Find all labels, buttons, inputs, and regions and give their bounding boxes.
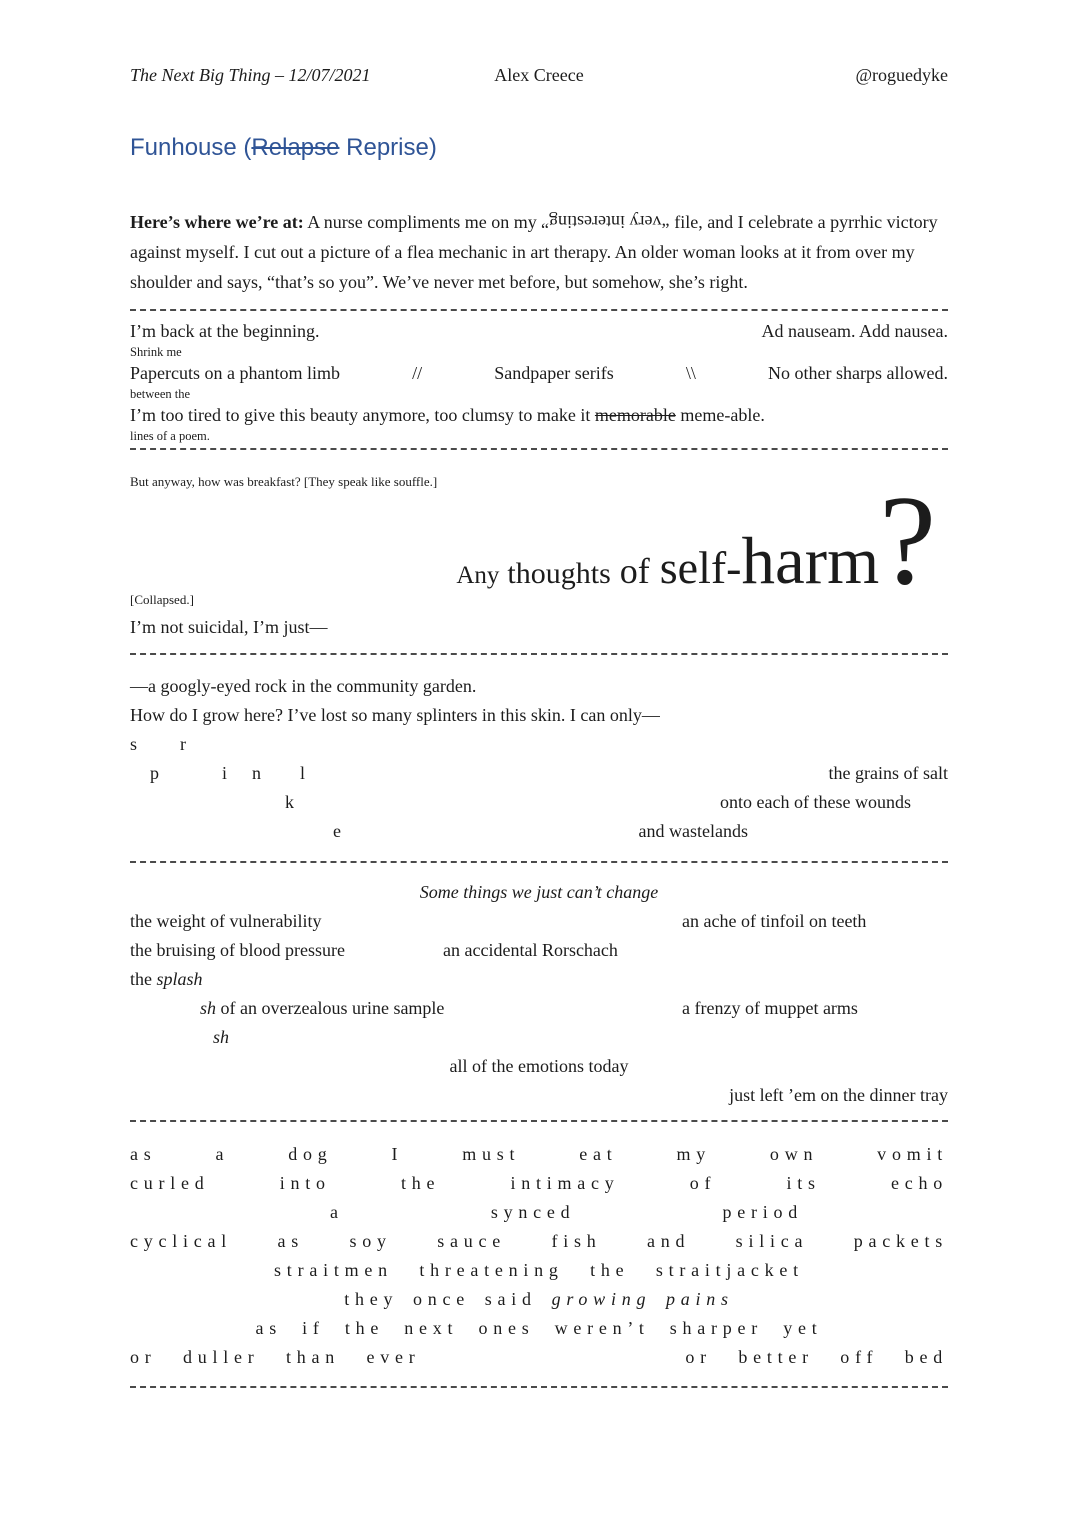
stanza4-row2 (130, 936, 948, 965)
sprinkle-row-2 (130, 759, 948, 788)
struck-word-memorable: memorable (594, 405, 676, 425)
line-straitmen: straitmen threatening the straitjacket (274, 1260, 804, 1280)
line-cyclical-packets: cyclical as soy sauce fish and silica packets (130, 1231, 948, 1251)
line-beginning: I’m back at the beginning. (130, 321, 320, 341)
big-word-harm: harm (741, 524, 880, 598)
dashed-separator (130, 1120, 948, 1122)
line-not-suicidal: I’m not suicidal, I’m just— (130, 617, 328, 637)
growing-pains-italic: growing pains (551, 1289, 734, 1309)
line-googly-eyed-rock: —a googly-eyed rock in the community garden. (130, 676, 477, 696)
stanza4-row3 (130, 965, 948, 994)
sprinkle-letter: r (180, 734, 186, 754)
poem-title (130, 131, 948, 165)
stanza4-row4 (130, 994, 948, 1023)
line-growing-pains (130, 1285, 948, 1314)
intro-paragraph (130, 207, 948, 297)
sh-word: sh (200, 998, 217, 1018)
sprinkle-letter: p (150, 763, 159, 783)
poem-title-post: Reprise) (339, 134, 437, 161)
poem-title-struck-word: Relapse (251, 134, 340, 161)
line-sandpaper-serifs: Sandpaper serifs (494, 363, 614, 383)
aside-collapsed: [Collapsed.] (130, 592, 194, 607)
stanza5 (130, 1140, 948, 1372)
dashed-separator (130, 448, 948, 450)
author-handle: @roguedyke (855, 65, 949, 85)
page-content (130, 0, 948, 1388)
aside-breakfast: But anyway, how was breakfast? [They speak like souffle.] (130, 474, 438, 489)
line-better-off-bed: or better off bed (685, 1347, 948, 1367)
poem-title-pre: Funhouse ( (130, 134, 252, 161)
line-curled-echo: curled into the intimacy of its echo (130, 1173, 948, 1193)
line-ad-nauseam: Ad nauseam. Add nausea. (761, 321, 948, 341)
big-word-of: of (619, 551, 650, 591)
line-bruising-blood-pressure: the bruising of blood pressure (130, 940, 345, 960)
sprinkle-row-3 (130, 788, 948, 817)
line-dinner-tray: just left ’em on the dinner tray (729, 1085, 948, 1105)
sprinkle-row-1 (130, 730, 948, 759)
line-overzealous-urine-sample (200, 994, 444, 1023)
intro-tail: file, and I celebrate a pyrrhic victory against myself. I cut out a picture of a flea mechanic in art therapy. An older woman looks at it from over my shoulder and says, “that’s so you”. We’ve never met before, but somehow, she’s right. (130, 212, 938, 292)
sprinkle-letter: n (252, 763, 261, 783)
splash-pre: the (130, 969, 157, 989)
stanza4-row5 (130, 1023, 948, 1052)
dashed-separator (130, 653, 948, 655)
sprinkle-letter: l (300, 763, 306, 783)
sprinkle-letter: e (333, 821, 341, 841)
urine-sample-rest: of an overzealous urine sample (216, 998, 445, 1018)
stanza1-row3 (130, 402, 948, 429)
sprinkle-letter: s (130, 734, 138, 754)
big-word-self: self- (659, 542, 742, 593)
line-papercuts: Papercuts on a phantom limb (130, 363, 340, 383)
dashed-separator (130, 309, 948, 311)
stanza4-heading: Some things we just can’t change (419, 882, 659, 902)
marginal-note-shrink-me: Shrink me (130, 345, 182, 359)
splash-word: splash (156, 969, 203, 989)
sprinkle-letter: k (285, 792, 294, 812)
line-sharper-yet: as if the next ones weren’t sharper yet (255, 1318, 823, 1338)
big-question-mark: ? (879, 469, 936, 611)
sprinkle-row-4 (130, 817, 948, 846)
line-too-tired-pre: I’m too tired to give this beauty anymore, too clumsy to make it (130, 405, 595, 425)
author-name: Alex Creece (494, 65, 584, 85)
journal-name-date: The Next Big Thing – 12/07/2021 (130, 65, 371, 85)
flipped-text: “very interesting” (541, 212, 670, 232)
line-the-splash (130, 965, 203, 994)
growing-pains-pre: they once said (344, 1289, 552, 1309)
stanza1-row1 (130, 318, 948, 345)
stanza5-last-row (130, 1343, 948, 1372)
line-no-other-sharps: No other sharps allowed. (768, 363, 948, 383)
intro-mid: A nurse compliments me on my (303, 212, 542, 232)
dashed-separator (130, 861, 948, 863)
page-header (130, 63, 948, 87)
marginal-note-between-the: between the (130, 387, 191, 401)
line-duller-than-ever: or duller than ever (130, 1347, 421, 1367)
line-how-do-i-grow: How do I grow here? I’ve lost so many splinters in this skin. I can only— (130, 705, 660, 725)
line-onto-each-wounds: onto each of these wounds (720, 792, 911, 812)
slashes: // (412, 363, 423, 383)
stanza4-row1 (130, 907, 948, 936)
sprinkle-letter: i (222, 763, 228, 783)
dashed-separator (130, 1386, 948, 1388)
line-synced-period: a synced period (330, 1202, 803, 1222)
line-weight-of-vulnerability: the weight of vulnerability (130, 911, 322, 931)
marginal-note-lines-of-a-poem: lines of a poem. (130, 429, 210, 443)
line-accidental-rorschach: an accidental Rorschach (443, 940, 618, 960)
line-ache-of-tinfoil: an ache of tinfoil on teeth (682, 911, 867, 931)
line-dog-vomit: as a dog I must eat my own vomit (130, 1144, 948, 1164)
big-word-any: Any (456, 562, 500, 589)
intro-lead: Here’s where we’re at: (130, 212, 304, 232)
stanza1-row2 (130, 360, 948, 387)
backslashes: \\ (685, 363, 696, 383)
line-all-emotions-today: all of the emotions today (449, 1056, 629, 1076)
line-frenzy-muppet-arms: a frenzy of muppet arms (682, 998, 858, 1018)
line-too-tired-post: meme-able. (675, 405, 765, 425)
line-grains-of-salt: the grains of salt (828, 763, 948, 783)
big-word-thoughts: thoughts (507, 557, 611, 590)
sh-word-echo: sh (213, 1027, 230, 1047)
line-and-wastelands: and wastelands (638, 821, 748, 841)
